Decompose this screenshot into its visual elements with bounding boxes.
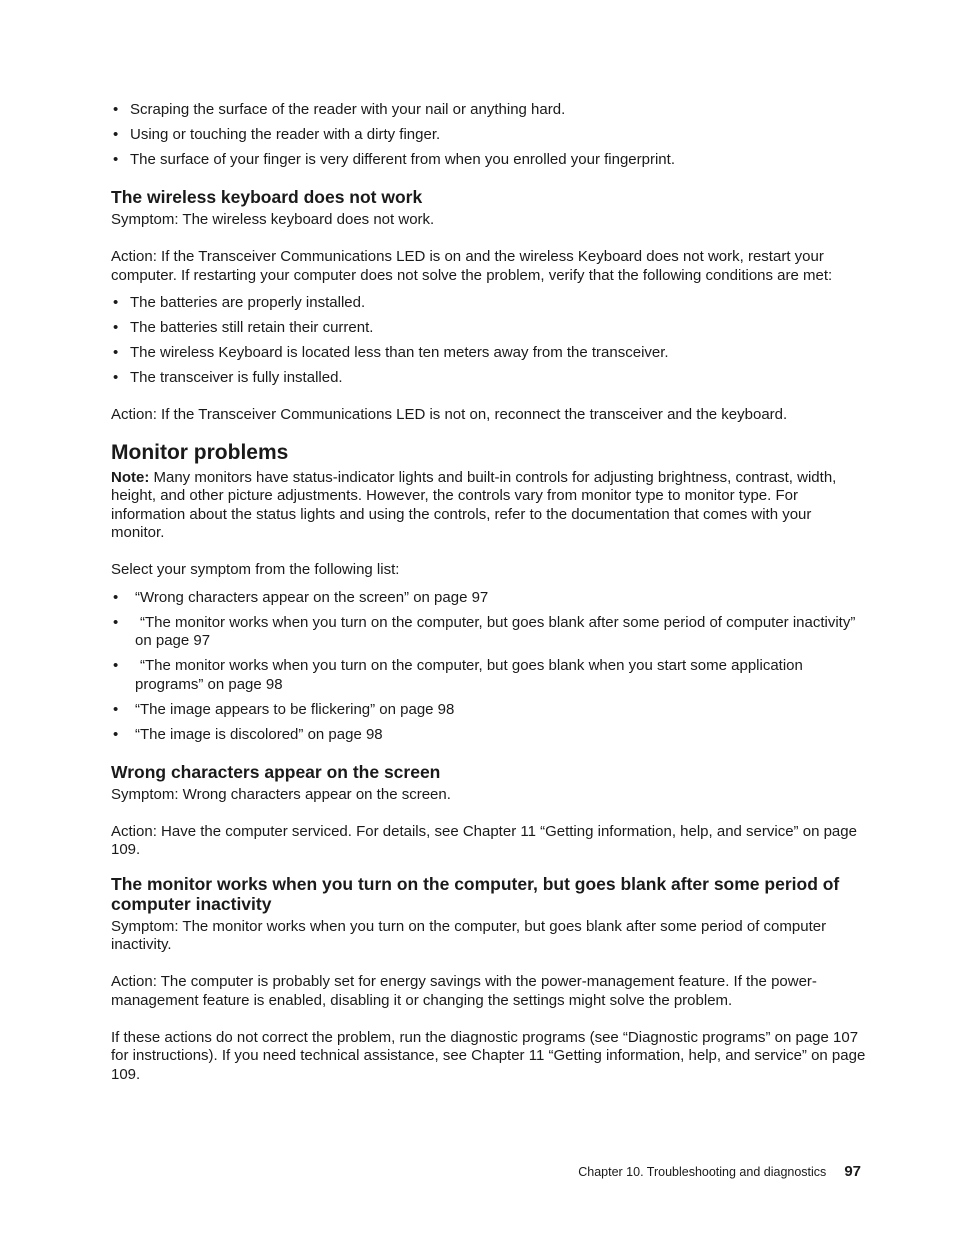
- wireless-conditions-list: [111, 294, 866, 388]
- wireless-action-2: Action: If the Transceiver Communications LED is not on, reconnect the transceiver and the keyboard.: [111, 406, 788, 423]
- blank-inactivity-action: Action: The computer is probably set for energy savings with the power-management feature. If the power-management feature is enabled, disabling it or changing the settings might solve the problem.: [111, 973, 817, 1009]
- monitor-problems-heading: Monitor problems: [111, 440, 289, 464]
- select-symptom-text: Select your symptom from the following list:: [111, 561, 400, 578]
- monitor-note: Note: Many monitors have status-indicator lights and built-in controls for adjusting brightness, contrast, width, height, and other picture adjustments. However, the controls vary from monitor type to monitor type. For information about the status lights and using the controls, refer to the documentation that comes with your monitor.: [111, 468, 837, 541]
- chapter-title: Chapter 10. Troubleshooting and diagnostics: [578, 1165, 827, 1179]
- list-item[interactable]: • “The monitor works when you turn on the computer, but goes blank when you start some application programs” on page 98: [111, 657, 866, 694]
- symptom-link[interactable]: “The image is discolored” on page 98: [135, 725, 383, 743]
- wrong-characters-heading: Wrong characters appear on the screen: [111, 761, 441, 782]
- list-item: • The batteries are properly installed.: [113, 294, 366, 311]
- list-item[interactable]: • “Wrong characters appear on the screen” on page 97: [113, 588, 489, 606]
- list-item: • The transceiver is fully installed.: [113, 369, 343, 386]
- wrong-characters-symptom: Symptom: Wrong characters appear on the screen.: [111, 785, 451, 803]
- list-item: • The wireless Keyboard is located less than ten meters away from the transceiver.: [113, 344, 669, 361]
- page-content: [111, 101, 866, 1084]
- wireless-symptom: Symptom: The wireless keyboard does not work.: [111, 211, 435, 228]
- page-footer: [578, 1163, 861, 1182]
- list-item[interactable]: • “The image is discolored” on page 98: [113, 725, 383, 743]
- wrong-characters-action: Action: Have the computer serviced. For details, see Chapter 11 “Getting information, help, and service” on page 109.: [111, 822, 857, 858]
- list-item: • The surface of your finger is very different from when you enrolled your fingerprint.: [113, 151, 675, 168]
- monitor-symptom-list: [111, 589, 866, 745]
- list-item: • The batteries still retain their current.: [113, 319, 374, 336]
- wireless-action-1: Action: If the Transceiver Communications LED is on and the wireless Keyboard does not work, restart your computer. If restarting your computer does not solve the problem, verify that the following conditions are met:: [111, 248, 833, 284]
- note-label: Note:: [111, 468, 150, 486]
- list-item[interactable]: • “The image appears to be flickering” on page 98: [113, 700, 455, 718]
- blank-inactivity-symptom: Symptom: The monitor works when you turn on the computer, but goes blank after some period of computer inactivity.: [111, 917, 827, 953]
- list-item: • Using or touching the reader with a dirty finger.: [113, 126, 441, 143]
- list-item: • Scraping the surface of the reader with your nail or anything hard.: [113, 101, 566, 118]
- page-number: 97: [844, 1163, 861, 1180]
- blank-inactivity-followup: If these actions do not correct the problem, run the diagnostic programs (see “Diagnostic programs” on page 107 for instructions). If you need technical assistance, see Chapter 11 “Getting information, help, and service” on page 109.: [111, 1028, 866, 1083]
- wireless-keyboard-heading: The wireless keyboard does not work: [111, 187, 423, 207]
- symptom-link[interactable]: “The image appears to be flickering” on page 98: [135, 700, 455, 718]
- symptom-link[interactable]: “The monitor works when you turn on the computer, but goes blank after some period of computer inactivity” on page 97: [135, 613, 856, 649]
- blank-inactivity-heading: The monitor works when you turn on the computer, but goes blank after some period of computer inactivity: [111, 873, 840, 914]
- fingerprint-causes-list: [111, 101, 866, 170]
- symptom-link[interactable]: “Wrong characters appear on the screen” on page 97: [135, 588, 489, 606]
- list-item[interactable]: • “The monitor works when you turn on the computer, but goes blank after some period of computer inactivity” on page 97: [111, 614, 866, 651]
- symptom-link[interactable]: “The monitor works when you turn on the computer, but goes blank when you start some application programs” on page 98: [135, 657, 803, 693]
